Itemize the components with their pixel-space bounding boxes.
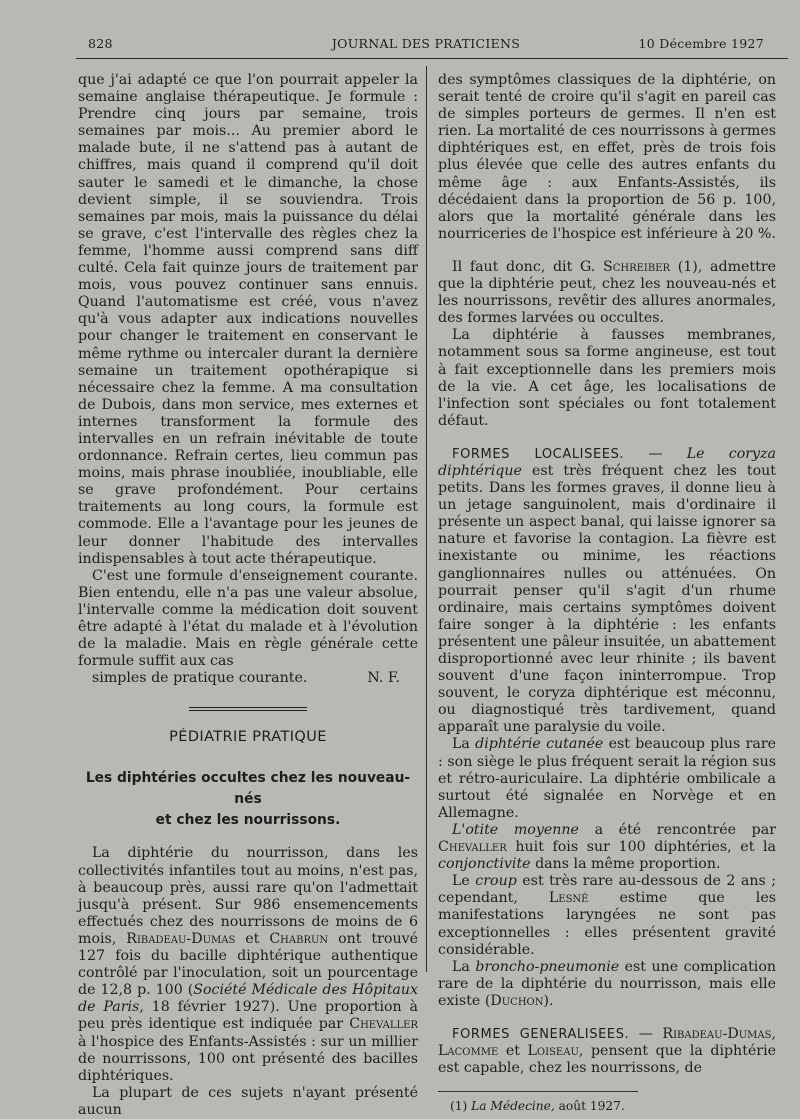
text: a été rencontrée par [594,821,776,838]
author-name: Lesné [548,890,589,907]
left-column [78,72,418,1119]
text: La diphtérie du nourrisson, dans les collectivités infantiles tout au moins, n'est pas, à beaucoup près, aussi rare qu'on l'admettait jusqu'à présent. Sur 986 ensemencements effectués chez des nourrissons de moins de 6 mois, [78,845,418,947]
text: et [245,930,260,947]
text: pensent que la diphtérie est capable, chez les nourrissons, de [438,1043,777,1077]
column-divider [426,66,427,972]
citation: Société Médicale des Hôpitaux de Paris, [78,982,418,1016]
paragraph [438,446,776,737]
text: estime que les manifestations laryngées ne sont pas exceptionnelles : elles présentent gravité considérable. [438,890,776,958]
emphasis: broncho-pneumonie [475,958,620,975]
text: est très fréquent chez les tout petits. Dans les formes graves, il donne lieu à un jetage sanguinolent, mais d'ordinaire il présente un aspect banal, qui laisse ignorer sa nature et favorise la contagion. La fièvre est inexistante ou minime, les réactions ganglionnaires nulles ou atténuées. On pourrait penser qu'il s'agit d'un rhume ordinaire, mais certains symptômes doivent faire songer à la diphtérie : les enfants présentent une pâleur insuitée, un abattement disproportionné avec leur rhinite ; ils bavent souvent d'une façon ininterrompue. Trop souvent, le coryza diphtérique est méconnu, ou diagnostiqué très tardivement, quand apparaît une paralysie du voile. [438,462,776,736]
author-name: Chevaller [438,839,507,856]
emphasis: diphtérie cutanée [475,736,604,753]
paragraph-end: simples de pratique courante. [92,670,308,687]
right-column [438,72,776,1115]
paragraph: des symptômes classiques de la diphtérie, on serait tenté de croire qu'il s'agit en pareil cas de simples porteurs de germes. Il n'en est rien. La mortalité de ces nourrissons à germes diphtériques est, en effet, près de trois fois plus élevée que celle des autres enfants du même âge : aux Enfants-Assistés, ils décédaient dans la proportion de 56 p. 100, alors que la mortalité générale dans les nourriceries de l'hospice est inférieure à 20 %. [438,72,776,242]
paragraph-text: C'est une formule d'enseignement courante. Bien entendu, elle n'a pas une valeur absolue, l'intervalle comme la médication doit souvent être adapté à l'état du malade et à l'évolution de la maladie. Mais en règle générale cette formule suffit aux cas [78,567,418,670]
text: ont trouvé 127 fois du bacille diphtérique authentique contrôlé par l'inoculation, soit un pourcentage de 12,8 p. 100 ( [78,930,419,999]
text: Il faut donc, dit G. [452,258,596,275]
emphasis: conjonctivite [438,856,531,873]
paragraph [78,845,418,1084]
text: août 1927. [558,1099,625,1114]
header-rule [76,58,788,59]
author-name: Lacomme [438,1043,499,1060]
text: Le [452,873,470,890]
subheading: FORMES LOCALISEES. [452,446,625,462]
text: 18 février 1927). Une proportion à peu près identique est indiquée par [78,999,418,1033]
issue-date: 10 Décembre 1927 [638,36,764,51]
subheading: FORMES GENERALISEES. [452,1026,630,1042]
author-name: Loiseau, [527,1043,584,1060]
text: huit fois sur 100 diphtéries, et la [515,839,777,856]
signature-line [78,670,418,687]
paragraph [78,568,418,688]
paragraph: La plupart de ces sujets n'ayant présenté aucun [78,1084,418,1118]
author-name: Schreiber [602,258,671,275]
section-separator [189,707,307,711]
article-title [78,768,418,831]
text: est beaucoup plus rare : son siège le plus fréquent serait la région sus et rétro-auriculaire. La diphtérie ombilicale a surtout été signalée en Norvège et en Allemagne. [438,736,776,821]
text: est très rare au-dessous de 2 ans ; cependant, [438,873,777,907]
paragraph: La diphtérie à fausses membranes, notamment sous sa forme angineuse, est tout à fait exceptionnelle dans les premiers mois de la vie. A cet âge, les localisations de l'infection sont spéciales ou font totalement défaut. [438,327,776,429]
author-name: Duchon [490,992,544,1009]
text: est une complication rare de la diphtérie du nourrisson, mais elle existe ( [438,958,776,1009]
text: La [452,736,470,753]
article-title-line-1: Les diphtéries occultes chez les nouveau-nés [85,770,411,808]
text: à l'hospice des Enfants-Assistés : sur un millier de nourrissons, 100 ont présenté des bacilles diphtériques. [78,1033,418,1084]
text: et [505,1043,520,1060]
section-title: PÉDIATRIE PRATIQUE [169,729,327,746]
footnote [438,1098,776,1115]
paragraph [438,822,776,873]
text: La [452,958,470,975]
paragraph: que j'ai adapté ce que l'on pourrait appeler la semaine anglaise thérapeutique. Je formule : Prendre cinq jours par semaine, trois semaines par mois... Au premier abord le malade bute, il ne s'attend pas à autant de chiffres, mais quand il comprend qu'il doit sauter le samedi et le dimanche, la chose devient simple, il se souviendra. Trois semaines par mois, mais la puissance du délai se grave, c'est l'intervalle des règles chez la femme, l'homme aussi comprend sans diff culté. Cela fait quinze jours de traitement par mois, vous pouvez continuer sans ennuis. Quand l'automatisme est créé, vous n'avez qu'à vous adapter aux indications nouvelles pour changer le traitement en conservant le même rythme ou intercaler durant la dernière semaine un traitement opothérapique si nécessaire chez la femme. A ma consultation de Dubois, dans mon service, mes externes et internes transforment la formule des intervalles en un refrain inévitable de toute ordonnance. Refrain certes, lieu commun pas moins, mais phrase inoubliée, inoubliable, elle se grave profondément. Pour certains traitements au long cours, la formule est commode. Elle a l'avantage pour les jeunes de leur donner l'habitude des intervalles indispensables à tout acte thérapeutique. [78,72,418,567]
page-number: 828 [88,36,113,51]
article-title-line-2: et chez les nourrissons. [155,812,341,829]
footnote-rule [438,1091,638,1092]
paragraph [438,736,776,821]
paragraph [438,959,776,1010]
text: ). [543,992,554,1009]
paragraph [438,1026,776,1077]
paragraph [438,873,776,958]
author-name: Chevaller [349,1016,418,1033]
journal-title: JOURNAL DES PRATICIENS [331,36,521,51]
emphasis: L'otite moyenne [452,821,579,838]
emphasis: croup [475,873,517,890]
running-header [88,36,764,54]
author-name: Ribadeau-Dumas [126,930,236,947]
text: (1), admettre que la diphtérie peut, chez les nouveau-nés et les nourrissons, revêtir des allures anormales, des formes larvées ou occultes. [438,258,776,327]
footnote-marker: (1) [450,1099,468,1114]
emphasis: Le coryza diphtérique [438,445,776,479]
paragraph [438,259,776,327]
text: — [638,1025,653,1042]
text: — [648,445,663,462]
author-signature: N. F. [367,670,400,687]
footnote-source: La Médecine, [471,1099,555,1114]
author-name: Ribadeau-Dumas, [662,1025,776,1042]
author-name: Chabrun [269,930,329,947]
text: dans la même proportion. [535,856,721,873]
